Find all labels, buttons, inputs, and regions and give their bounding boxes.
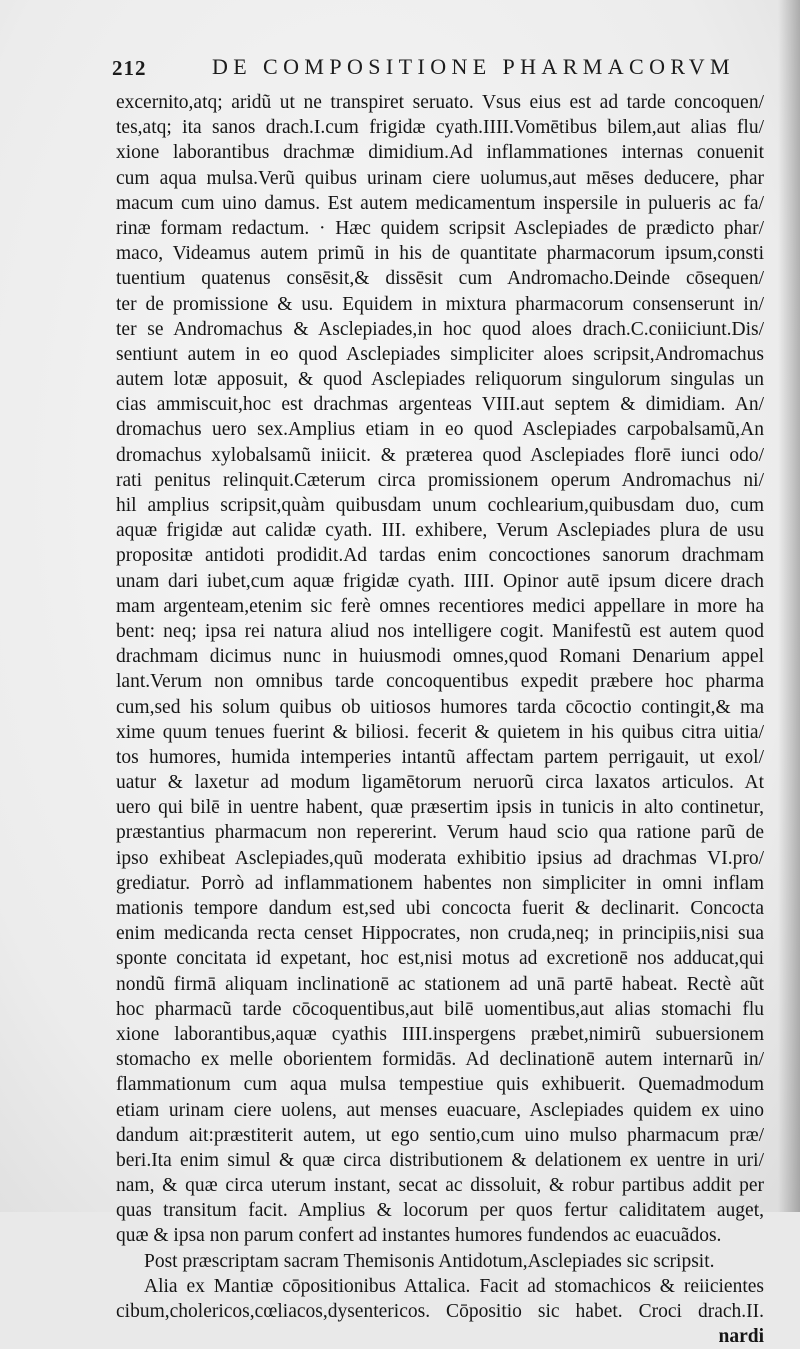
text-line: cum aqua mulsa.Verũ quibus urinam ciere uolumus,aut mēses deducere, phar xyxy=(116,167,764,189)
text-line: tos humores, humida intemperies intantũ affectam partem perrigauit, ut exol/ xyxy=(116,746,764,768)
text-line: macum cum uino damus. Est autem medicamentum inspersile in pulueris ac fa/ xyxy=(116,192,764,214)
text-line: enim medicanda recta censet Hippocrates, non cruda,neq; in principiis,nisi sua xyxy=(116,923,764,945)
text-line: sentiunt autem in eo quod Asclepiades simpliciter aloes scripsit,Andromachus xyxy=(116,343,764,365)
text-line: hil amplius scripsit,quàm quibusdam unum cochlearium,quibusdam duo, cum xyxy=(116,495,764,516)
text-line: stomacho ex melle oborientem formidās. Ad declinationē autem internarũ in/ xyxy=(116,1049,764,1071)
text-line: etiam urinam ciere uolens, aut menses euacuare, Asclepiades quidem ex uino xyxy=(116,1099,764,1121)
text-line: nondũ firmā aliquam inclinationē ac stationem ad unā partē habeat. Rectè aũt xyxy=(116,973,764,995)
text-line: quas transitum facit. Amplius & locorum per quos fertur caliditatem auget, xyxy=(116,1200,764,1222)
text-line: tes,atq; ita sanos drach.I.cum frigidæ cyath.IIII.Vomētibus bilem,aut alias flu/ xyxy=(116,117,764,139)
text-line: aquæ frigidæ aut calidæ cyath. III. exhibere, Verum Asclepiades plura de usu xyxy=(116,520,764,542)
text-line: grediatur. Porrò ad inflammationem habentes non simpliciter in omni inflam xyxy=(116,872,764,894)
text-line: hoc pharmacũ tarde cōcoquentibus,aut bilē uomentibus,aut alias stomachi flu xyxy=(116,998,764,1020)
text-line: ter de promissione & usu. Equidem in mixtura pharmacorum consenserunt in/ xyxy=(116,293,764,315)
text-line: uatur & laxetur ad modum ligamētorum neruorũ circa laxatos articulos. At xyxy=(116,772,764,794)
text-line: cibum,cholericos,cœliacos,dysentericos. Cōpositio sic habet. Croci drach.II. xyxy=(116,1301,764,1322)
text-line: præstantius pharmacum non repererint. Verum haud scio qua ratione parũ de xyxy=(116,822,764,844)
catchword: nardi xyxy=(718,1326,764,1348)
text-line: sponte concitata id expetant, hoc est,nisi motus ad excretionē nos adducat,qui xyxy=(116,948,764,970)
text-line: excernito,atq; aridũ ut ne transpiret seruato. Vsus eius est ad tarde concoquen/ xyxy=(116,92,764,113)
text-line: unam dari iubet,cum aquæ frigidæ cyath. IIII. Opinor autē ipsum dicere drach xyxy=(116,570,764,592)
text-line: dromachus uero sex.Amplius etiam in eo quod Asclepiades carpobalsamũ,An xyxy=(116,419,764,441)
text-line: cum,sed his solum quibus ob uitiosos humores tarda cōcoctio contingit,& ma xyxy=(116,696,764,718)
text-line: dandum ait:præstiterit autem, ut ego sentio,cum uino mulso pharmacum præ/ xyxy=(116,1124,764,1146)
text-line: xione laborantibus drachmæ dimidium.Ad inflammationes internas conuenit xyxy=(116,142,764,164)
text-line: flammationum cum aqua mulsa tempestiue quis exhibuerit. Quemadmodum xyxy=(116,1074,764,1096)
text-line: maco, Videamus autem primũ in his de quantitate pharmacorum ipsum,consti xyxy=(116,243,764,265)
text-line: bent: neq; ipsa rei natura aliud nos intelligere cogit. Manifestũ est autem quod xyxy=(116,620,764,642)
text-line: Alia ex Mantiæ cōpositionibus Attalica. Facit ad stomachicos & reiicientes xyxy=(144,1275,764,1297)
text-line: propositæ antidoti prodidit.Ad tardas enim concoctiones sanorum drachmam xyxy=(116,545,764,567)
page-number: 212 xyxy=(112,56,147,80)
text-line: lant.Verum non omnibus tarde concoquentibus expedit præbere hoc pharma xyxy=(116,671,764,693)
text-line: rati penitus relinquit.Cæterum circa promissionem operum Andromachus ni/ xyxy=(116,469,764,491)
text-line: cias ammiscuit,hoc est drachmas argenteas VIII.aut septem & dimidiam. An/ xyxy=(116,394,764,416)
page-edge-shadow xyxy=(778,0,800,1212)
text-line: mam argenteam,etenim sic ferè omnes recentiores medici appellare in more ha xyxy=(116,595,764,617)
text-line: nam, & quæ circa uterum instant, secat ac dissoluit, & robur partibus addit per xyxy=(116,1175,764,1197)
text-line: autem lotæ apposuit, & quod Asclepiades reliquorum singulorum singulas un xyxy=(116,369,764,391)
text-line: tuentium quatenus consēsit,& dissēsit cum Andromacho.Deinde cōsequen/ xyxy=(116,268,764,290)
page-header xyxy=(112,52,772,86)
running-title: DE COMPOSITIONE PHARMACORVM xyxy=(212,54,735,79)
text-line: beri.Ita enim simul & quæ circa distributionem & delationem ex uentre in uri/ xyxy=(116,1149,764,1171)
text-line: xime quum tenues fuerint & biliosi. fecerit & quietem in his quibus citra uitia/ xyxy=(116,721,764,743)
text-line: Post præscriptam sacram Themisonis Antidotum,Asclepiades sic scripsit. xyxy=(144,1250,715,1272)
text-line: uero qui bilē in uentre habent, quæ præsertim ipsis in tunicis in alto continetur, xyxy=(116,797,764,819)
text-line: xione laborantibus,aquæ cyathis IIII.inspergens præbet,nimirũ subuersionem xyxy=(116,1023,764,1045)
text-line: drachmam dicimus nunc in huiusmodi omnes,quod Romani Denarium appel xyxy=(116,646,764,668)
text-line: dromachus xylobalsamũ iniicit. & præterea quod Asclepiades florē iunci odo/ xyxy=(116,444,764,466)
text-line: ter se Andromachus & Asclepiades,in hoc quod aloes drach.C.coniiciunt.Dis/ xyxy=(116,318,764,340)
text-line: rinæ formam redactum. · Hæc quidem scripsit Asclepiades de prædicto phar/ xyxy=(116,217,764,239)
body-text xyxy=(116,90,764,1349)
text-line: mationis tempore dandum est,sed ubi concocta fuerit & declinarit. Concocta xyxy=(116,898,764,919)
text-line: quæ & ipsa non parum confert ad instantes humores fundendos ac euacuãdos. xyxy=(116,1225,722,1247)
text-line: ipso exhibeat Asclepiades,quũ moderata exhibitio ipsius ad drachmas VI.pro/ xyxy=(116,847,764,869)
